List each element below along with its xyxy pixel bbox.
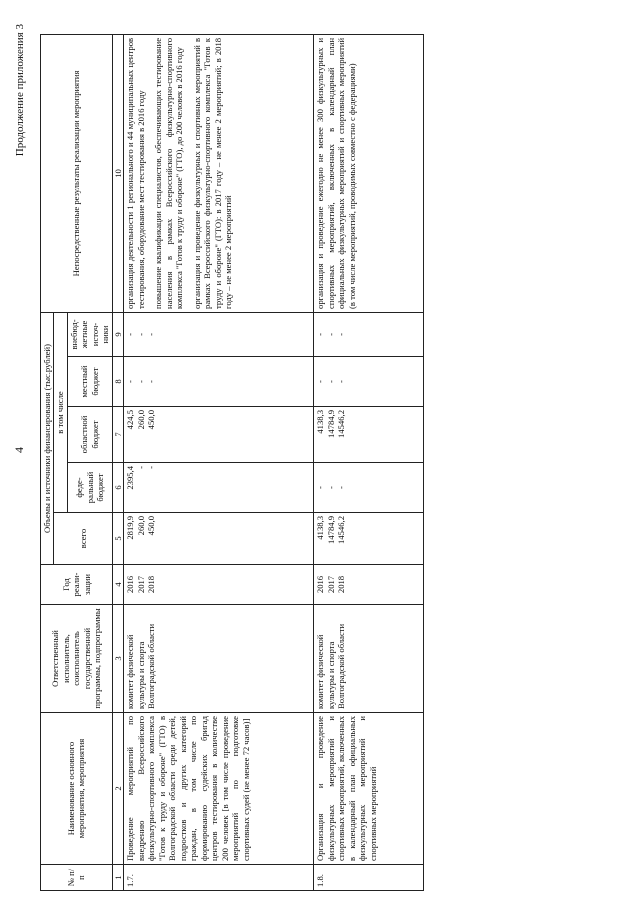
total-value: 260,0 <box>135 516 146 536</box>
result-paragraph: повышение квалификации специалистов, обеспечивающих тестирование населения в рамках Всероссийского физкультурно-спортивного комплекса "Готов к труду и обороне" (ГТО), до 200 человек в 2016 году <box>153 37 185 309</box>
program-activities-table <box>40 34 424 891</box>
column-number: 3 <box>112 605 123 713</box>
year-value: 2018 <box>146 575 157 594</box>
activity-name: Организация и проведение физкультурных мероприятий и спортивных мероприятий, включенных в календарный план официальных физкультурных мероприятий и спортивных мероприятий <box>314 713 424 865</box>
result-paragraph: организация и проведение физкультурных и спортивных мероприятий в рамках Всероссийского физкультурно-спортивного комплекса "Готов к труду и обороне" (ГТО): в 2017 году – не менее 2 мероприятий; в 2018 году – не менее 2 мероприятий <box>191 37 234 309</box>
table-row <box>124 34 314 890</box>
header-executor: Ответственный исполнитель, соисполнитель государственной программы, подпрограммы <box>41 605 113 713</box>
column-number: 4 <box>112 565 123 605</box>
local-value: - <box>146 380 157 383</box>
year-cell <box>124 565 314 605</box>
year-cell <box>314 565 424 605</box>
total-value: 4138,3 <box>315 516 326 540</box>
regional-value: 260,0 <box>135 410 146 430</box>
row-number: 1.7. <box>124 865 314 891</box>
header-name: Наименование основного мероприятия, мероприятия <box>41 713 113 865</box>
extra-value: - <box>125 333 136 336</box>
executor-cell: комитет физической культуры и спорта Волгоградской области <box>314 605 424 713</box>
result-paragraph: организация и проведение ежегодно не менее 300 физкультурных и спортивных мероприятий, включенных в календарный план официальных физкультурных мероприятий и спортивных мероприятий (в том числе мероприятий, проводимых совместно с федерациями) <box>315 37 357 309</box>
total-value: 2819,9 <box>125 516 136 540</box>
federal-value: - <box>146 466 157 469</box>
federal-cell <box>314 463 424 513</box>
column-number: 7 <box>112 407 123 463</box>
column-number: 8 <box>112 357 123 407</box>
total-value: 450,0 <box>146 516 157 536</box>
header-federal: феде-ральный бюджет <box>67 463 112 513</box>
page-number: 4 <box>12 447 26 453</box>
year-value: 2016 <box>315 575 326 594</box>
executor-cell: комитет физической культуры и спорта Волгоградской области <box>124 605 314 713</box>
header-year: Год реали-зации <box>41 565 113 605</box>
regional-value: 450,0 <box>146 410 157 430</box>
extra-value: - <box>146 333 157 336</box>
extra-cell <box>314 312 424 356</box>
extra-value: - <box>315 333 326 336</box>
column-number: 1 <box>112 865 123 891</box>
header-including: в том числе <box>54 312 67 512</box>
extra-cell <box>124 312 314 356</box>
federal-value: - <box>325 486 336 489</box>
regional-value: 14784,9 <box>325 410 336 438</box>
total-cell <box>124 513 314 565</box>
row-number: 1.8. <box>314 865 424 891</box>
column-number: 5 <box>112 513 123 565</box>
results-cell <box>314 34 424 312</box>
total-value: 14546,2 <box>336 516 347 544</box>
header-regional: областной бюджет <box>67 407 112 463</box>
extra-value: - <box>325 333 336 336</box>
result-paragraph: организация деятельности 1 регионального и 44 муниципальных центров тестирования, оборудование мест тестирования в 2016 году <box>125 37 146 309</box>
local-value: - <box>135 380 146 383</box>
extra-value: - <box>135 333 146 336</box>
federal-value: - <box>135 466 146 469</box>
regional-value: 14546,2 <box>336 410 347 438</box>
local-cell <box>124 357 314 407</box>
federal-cell <box>124 463 314 513</box>
header-row-1 <box>41 34 54 890</box>
federal-value: - <box>336 486 347 489</box>
local-value: - <box>336 380 347 383</box>
year-value: 2018 <box>336 575 347 594</box>
local-value: - <box>315 380 326 383</box>
column-number: 9 <box>112 312 123 356</box>
results-cell <box>124 34 314 312</box>
appendix-label: Продолжение приложения 3 <box>14 24 26 157</box>
regional-cell <box>124 407 314 463</box>
local-cell <box>314 357 424 407</box>
federal-value: 2395,4 <box>125 466 136 490</box>
year-value: 2017 <box>135 575 146 594</box>
activity-name: Проведение мероприятий по внедрению Всероссийского физкультурно-спортивного комплекса "Готов к труду и обороне" (ГТО) в Волгоградской области среди детей, подростков и других категорий граждан, в том числе по формированию судейских бригад центров тестирования в количестве 200 человек [в том числе проведение мероприятий по подготовке спортивных судей (не менее 72 часов)] <box>124 713 314 865</box>
column-number: 6 <box>112 463 123 513</box>
header-extra: внебюд-жетные источ-ники <box>67 312 112 356</box>
header-total: всего <box>54 513 112 565</box>
table-row <box>314 34 424 890</box>
year-value: 2017 <box>325 575 336 594</box>
column-number-row <box>112 34 123 890</box>
local-value: - <box>125 380 136 383</box>
extra-value: - <box>336 333 347 336</box>
regional-value: 4138,3 <box>315 410 326 434</box>
year-value: 2016 <box>125 575 136 594</box>
regional-value: 424,5 <box>125 410 136 430</box>
regional-cell <box>314 407 424 463</box>
header-funding: Объемы и источники финансирования (тыс.рублей) <box>41 312 54 564</box>
header-no: № п/п <box>41 865 113 891</box>
header-results: Непосредственные результаты реализации мероприятия <box>41 34 113 312</box>
column-number: 10 <box>112 34 123 312</box>
local-value: - <box>325 380 336 383</box>
header-local: местный бюджет <box>67 357 112 407</box>
federal-value: - <box>315 486 326 489</box>
total-value: 14784,9 <box>325 516 336 544</box>
total-cell <box>314 513 424 565</box>
column-number: 2 <box>112 713 123 865</box>
